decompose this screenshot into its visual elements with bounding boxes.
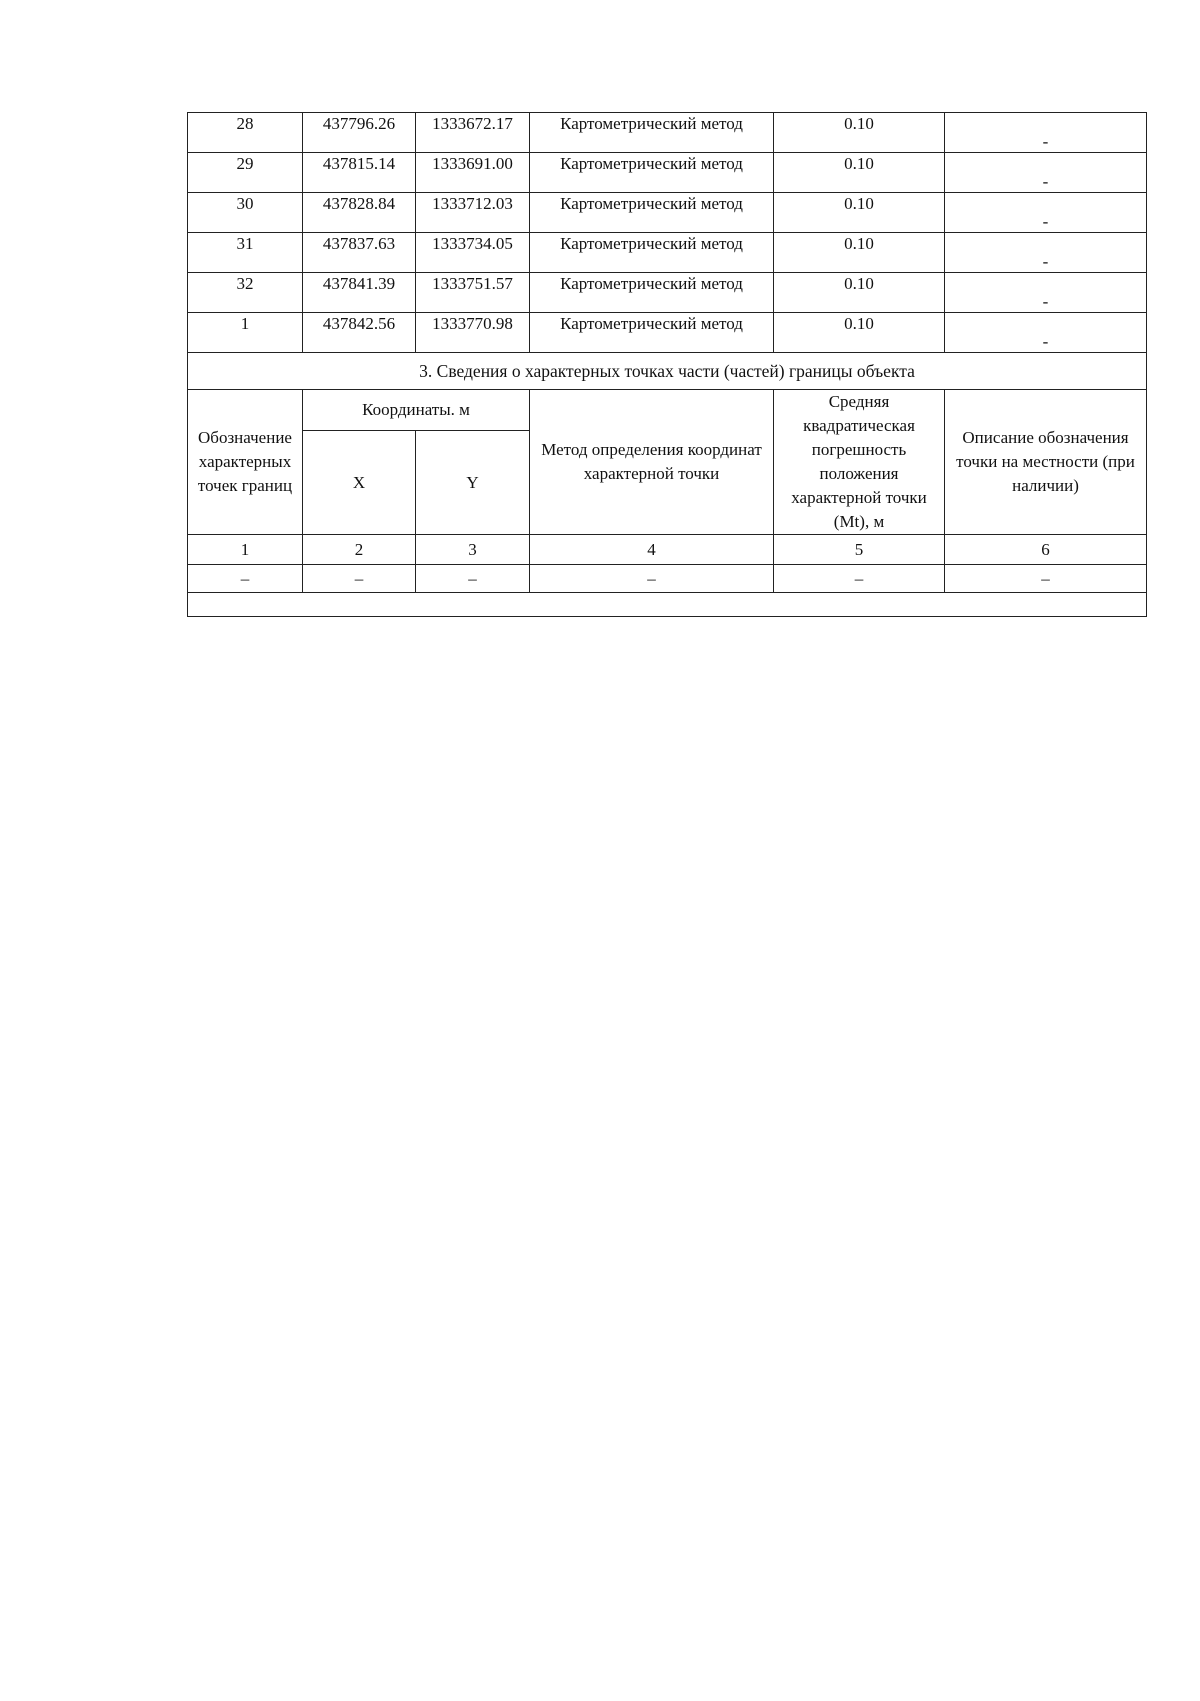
dash-cell: – bbox=[945, 565, 1147, 593]
x-coordinate-cell: 437815.14 bbox=[303, 153, 416, 193]
x-coordinate-cell: 437841.39 bbox=[303, 273, 416, 313]
x-coordinate-cell: 437842.56 bbox=[303, 313, 416, 353]
table-row bbox=[188, 193, 1147, 233]
point-number-cell: 30 bbox=[188, 193, 303, 233]
section-title: 3. Сведения о характерных точках части (частей) границы объекта bbox=[188, 353, 1147, 390]
coordinates-table bbox=[187, 112, 1147, 617]
x-coordinate-cell: 437828.84 bbox=[303, 193, 416, 233]
header-row bbox=[188, 390, 1147, 431]
dash-cell: – bbox=[303, 565, 416, 593]
point-label-header: Обозначение характерных точек границ bbox=[188, 390, 303, 535]
y-coordinate-cell: 1333672.17 bbox=[416, 113, 530, 153]
table-row bbox=[188, 233, 1147, 273]
table-row bbox=[188, 153, 1147, 193]
table-row bbox=[188, 273, 1147, 313]
description-cell: - bbox=[945, 193, 1147, 233]
column-number: 3 bbox=[416, 535, 530, 565]
description-cell: - bbox=[945, 113, 1147, 153]
coordinates-group-header: Координаты. м bbox=[303, 390, 530, 431]
y-coordinate-cell: 1333751.57 bbox=[416, 273, 530, 313]
point-number-cell: 28 bbox=[188, 113, 303, 153]
column-number: 2 bbox=[303, 535, 416, 565]
y-coordinate-cell: 1333691.00 bbox=[416, 153, 530, 193]
table-row bbox=[188, 313, 1147, 353]
point-number-cell: 1 bbox=[188, 313, 303, 353]
y-coordinate-cell: 1333734.05 bbox=[416, 233, 530, 273]
x-coordinate-cell: 437837.63 bbox=[303, 233, 416, 273]
dash-cell: – bbox=[774, 565, 945, 593]
description-cell: - bbox=[945, 313, 1147, 353]
method-cell: Картометрический метод bbox=[530, 193, 774, 233]
mt-cell: 0.10 bbox=[774, 233, 945, 273]
method-cell: Картометрический метод bbox=[530, 113, 774, 153]
y-header: Y bbox=[416, 431, 530, 535]
y-coordinate-cell: 1333770.98 bbox=[416, 313, 530, 353]
mt-cell: 0.10 bbox=[774, 113, 945, 153]
point-number-cell: 31 bbox=[188, 233, 303, 273]
method-header: Метод определения координат характерной точки bbox=[530, 390, 774, 535]
column-number: 4 bbox=[530, 535, 774, 565]
dash-cell: – bbox=[530, 565, 774, 593]
x-coordinate-cell: 437796.26 bbox=[303, 113, 416, 153]
column-number: 6 bbox=[945, 535, 1147, 565]
x-header: X bbox=[303, 431, 416, 535]
description-header: Описание обозначения точки на местности (при наличии) bbox=[945, 390, 1147, 535]
empty-cell bbox=[188, 593, 1147, 617]
table-row bbox=[188, 565, 1147, 593]
mt-cell: 0.10 bbox=[774, 193, 945, 233]
point-number-cell: 32 bbox=[188, 273, 303, 313]
mt-cell: 0.10 bbox=[774, 313, 945, 353]
y-coordinate-cell: 1333712.03 bbox=[416, 193, 530, 233]
table-row bbox=[188, 113, 1147, 153]
column-number-row bbox=[188, 535, 1147, 565]
dash-cell: – bbox=[188, 565, 303, 593]
description-cell: - bbox=[945, 233, 1147, 273]
method-cell: Картометрический метод bbox=[530, 153, 774, 193]
mt-header: Средняя квадратическая погрешность положения характерной точки (Mt), м bbox=[774, 390, 945, 535]
empty-row bbox=[188, 593, 1147, 617]
method-cell: Картометрический метод bbox=[530, 233, 774, 273]
method-cell: Картометрический метод bbox=[530, 273, 774, 313]
description-cell: - bbox=[945, 273, 1147, 313]
column-number: 5 bbox=[774, 535, 945, 565]
point-number-cell: 29 bbox=[188, 153, 303, 193]
method-cell: Картометрический метод bbox=[530, 313, 774, 353]
mt-cell: 0.10 bbox=[774, 153, 945, 193]
mt-cell: 0.10 bbox=[774, 273, 945, 313]
dash-cell: – bbox=[416, 565, 530, 593]
section-title-row bbox=[188, 353, 1147, 390]
column-number: 1 bbox=[188, 535, 303, 565]
description-cell: - bbox=[945, 153, 1147, 193]
